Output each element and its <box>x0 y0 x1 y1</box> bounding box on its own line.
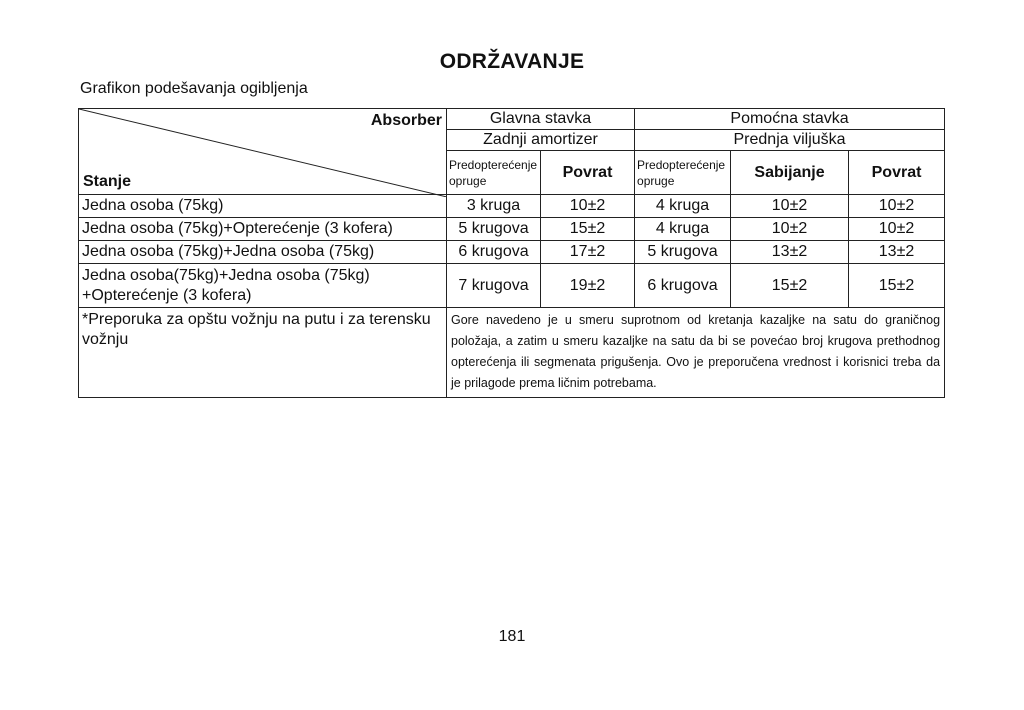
corner-header-cell <box>79 109 447 195</box>
rear-rebound-value: 17±2 <box>541 241 635 264</box>
recommendation-note: *Preporuka za opštu vožnju na putu i za terensku vožnju <box>79 308 447 398</box>
front-compression-value: 15±2 <box>731 264 849 308</box>
front-preload-value: 4 kruga <box>635 218 731 241</box>
front-preload-value: 5 krugova <box>635 241 731 264</box>
front-preload-value: 4 kruga <box>635 195 731 218</box>
front-rebound-value: 13±2 <box>849 241 945 264</box>
main-item-header: Glavna stavka <box>447 109 635 130</box>
rear-rebound-header: Povrat <box>541 151 635 195</box>
row-condition: Jedna osoba(75kg)+Jedna osoba (75kg) +Opterećenje (3 kofera) <box>79 264 447 308</box>
rear-preload-value: 7 krugova <box>447 264 541 308</box>
suspension-table <box>78 108 945 398</box>
rear-preload-value: 5 krugova <box>447 218 541 241</box>
front-fork-header: Prednja viljuška <box>635 130 945 151</box>
rear-preload-header: Predopterećenje opruge <box>447 151 541 195</box>
rear-shock-header: Zadnji amortizer <box>447 130 635 151</box>
adjustment-note: Gore navedeno je u smeru suprotnom od kretanja kazaljke na satu do graničnog položaja, a zatim u smeru kazaljke na satu da bi se povećao broj krugova prethodnog opterećenja ili segmenata prigušenja. Ovo je preporučena vrednost i korisnici treba da je prilagode prema ličnim potrebama. <box>447 308 945 398</box>
rear-rebound-value: 10±2 <box>541 195 635 218</box>
front-preload-value: 6 krugova <box>635 264 731 308</box>
front-rebound-value: 15±2 <box>849 264 945 308</box>
condition-header: Stanje <box>83 173 132 190</box>
front-rebound-header: Povrat <box>849 151 945 195</box>
aux-item-header: Pomoćna stavka <box>635 109 945 130</box>
table-row <box>79 218 945 241</box>
page-title: ODRŽAVANJE <box>439 50 585 73</box>
row-condition: Jedna osoba (75kg)+Opterećenje (3 kofera) <box>79 218 447 241</box>
front-rebound-value: 10±2 <box>849 195 945 218</box>
front-compression-value: 13±2 <box>731 241 849 264</box>
front-compression-value: 10±2 <box>731 195 849 218</box>
section-subtitle: Grafikon podešavanja ogibljenja <box>80 80 308 97</box>
front-compression-value: 10±2 <box>731 218 849 241</box>
table-row <box>79 241 945 264</box>
front-compression-header: Sabijanje <box>731 151 849 195</box>
page-number: 181 <box>498 628 526 645</box>
row-condition: Jedna osoba (75kg) <box>79 195 447 218</box>
rear-rebound-value: 15±2 <box>541 218 635 241</box>
table-row <box>79 264 945 308</box>
rear-preload-value: 6 krugova <box>447 241 541 264</box>
table-row <box>79 195 945 218</box>
rear-rebound-value: 19±2 <box>541 264 635 308</box>
front-rebound-value: 10±2 <box>849 218 945 241</box>
row-condition: Jedna osoba (75kg)+Jedna osoba (75kg) <box>79 241 447 264</box>
absorber-header: Absorber <box>370 112 442 129</box>
front-preload-header: Predopterećenje opruge <box>635 151 731 195</box>
rear-preload-value: 3 kruga <box>447 195 541 218</box>
